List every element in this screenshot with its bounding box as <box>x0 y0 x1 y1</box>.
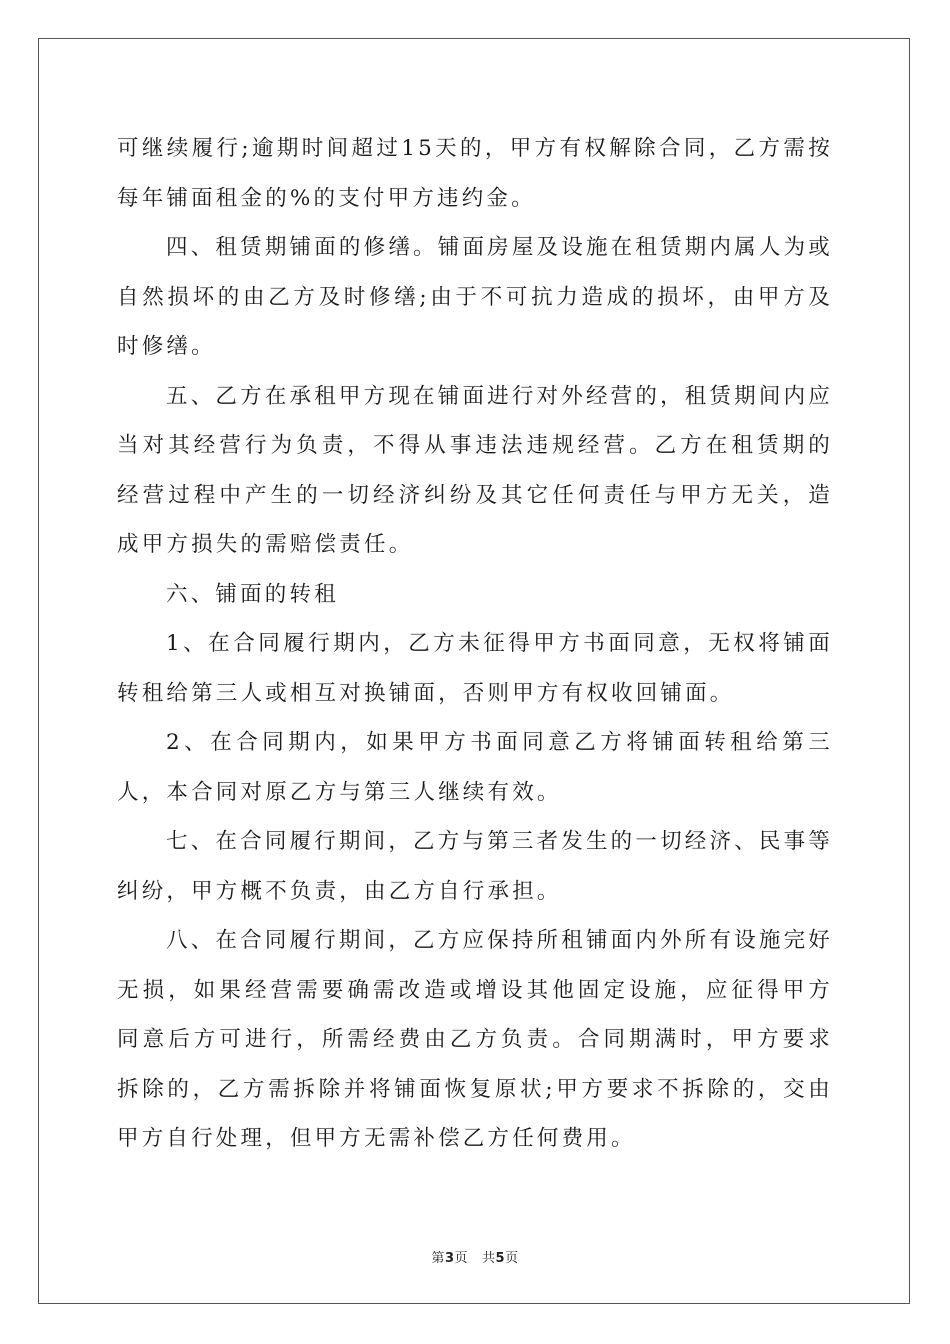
page-number: 3 <box>444 1251 455 1266</box>
paragraph-clause-6-1: 1、在合同履行期内，乙方未征得甲方书面同意，无权将铺面转租给第三人或相互对换铺面，否则甲方有权收回铺面。 <box>117 631 833 706</box>
page-footer <box>0 1247 950 1266</box>
page-prefix: 第 <box>431 1251 445 1266</box>
paragraph-clause-8: 八、在合同履行期间，乙方应保持所租铺面内外所有设施完好无损，如果经营需要确需改造或增设其他固定设施，应征得甲方同意后方可进行，所需经费由乙方负责。合同期满时，甲方要求拆除的，乙方需拆除并将铺面恢复原状;甲方要求不拆除的，交由甲方自行处理，但甲方无需补偿乙方任何费用。 <box>117 928 833 1151</box>
paragraph-clause-6-2: 2、在合同期内，如果甲方书面同意乙方将铺面转租给第三人，本合同对原乙方与第三人继续有效。 <box>117 730 833 805</box>
paragraph-continuation: 可继续履行;逾期时间超过15天的，甲方有权解除合同，乙方需按每年铺面租金的%的支付甲方违约金。 <box>117 136 833 211</box>
paragraph-clause-4: 四、租赁期铺面的修缮。铺面房屋及设施在租赁期内属人为或自然损坏的由乙方及时修缮;由于不可抗力造成的损坏，由甲方及时修缮。 <box>117 235 833 359</box>
paragraph-clause-6-heading: 六、铺面的转租 <box>166 581 339 607</box>
document-body <box>117 124 833 1164</box>
total-suffix: 页 <box>505 1251 519 1266</box>
page-suffix: 页 <box>454 1251 468 1266</box>
total-prefix: 共 <box>482 1251 496 1266</box>
total-pages: 5 <box>495 1251 506 1266</box>
paragraph-clause-7: 七、在合同履行期间，乙方与第三者发生的一切经济、民事等纠纷，甲方概不负责，由乙方自行承担。 <box>117 829 833 904</box>
paragraph-clause-5: 五、乙方在承租甲方现在铺面进行对外经营的，租赁期间内应当对其经营行为负责，不得从事违法违规经营。乙方在租赁期的经营过程中产生的一切经济纠纷及其它任何责任与甲方无关，造成甲方损失的需赔偿责任。 <box>117 383 833 557</box>
